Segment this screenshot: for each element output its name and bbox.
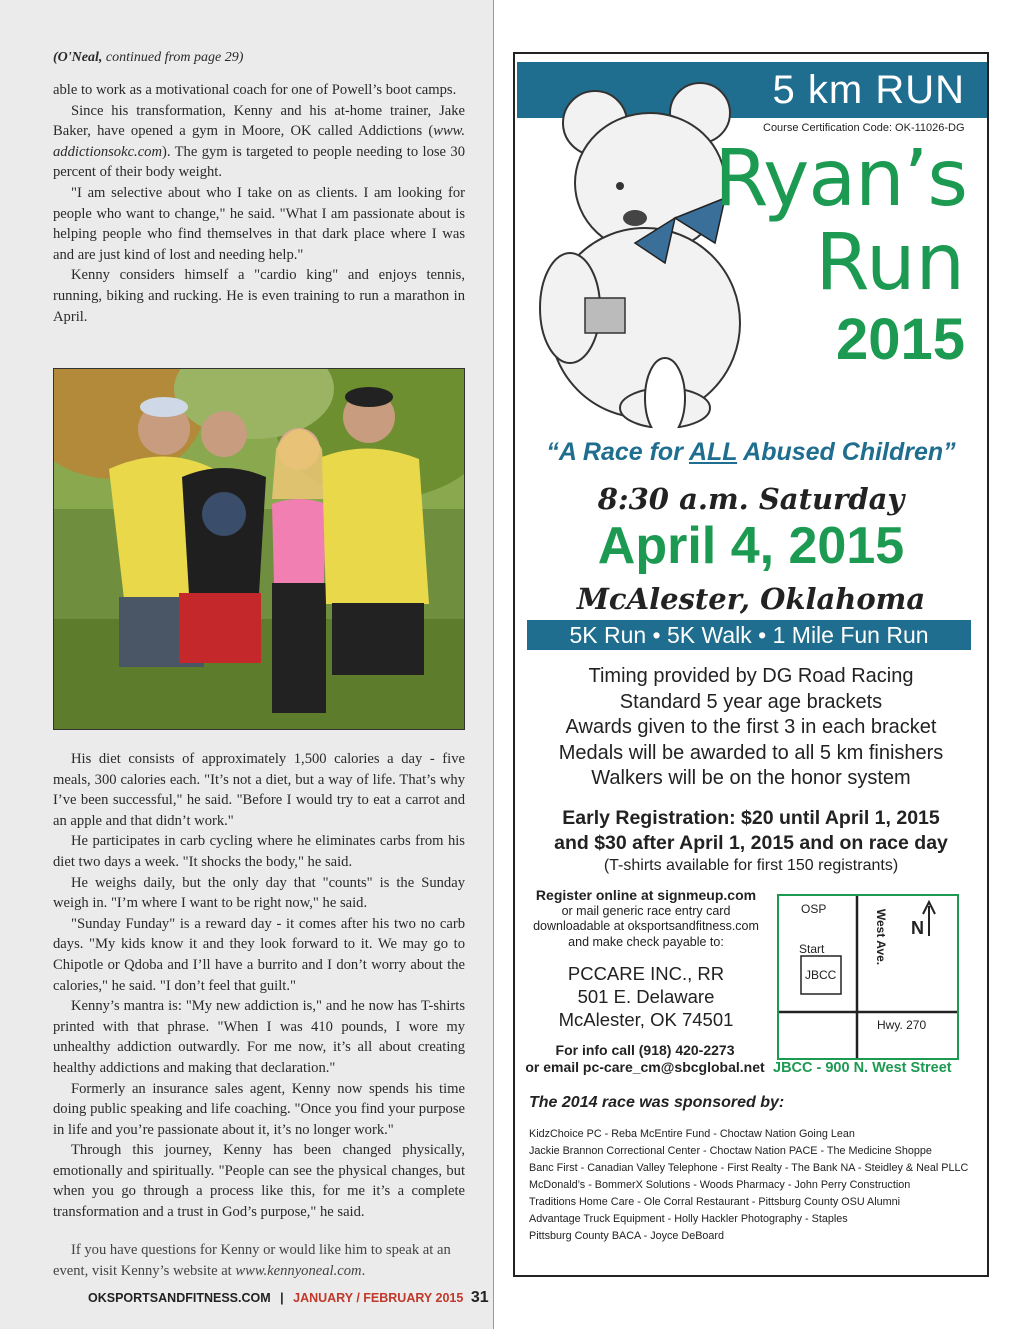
location-map [777,894,959,1060]
gym-website-link[interactable]: www. addictionsokc.com [53,123,465,160]
race-info [515,664,987,792]
contact-phone: For info call (918) 420-2273 [555,1042,735,1058]
continuation-note: (O'Neal, continued from page 29) [53,50,244,65]
page-footer [88,1289,489,1307]
fee-line: and $30 after April 1, 2015 and on race day [554,832,948,854]
article-paragraph: Since his transformation, Kenny and his at-home trainer, Jake Baker, have opened a gym in Moore, OK called Addictions (www. addictionsokc.com). The gym is targeted to people needing to lose 30 percent of their body weight. [53,102,465,181]
race-city: McAlester, Oklahoma [576,582,926,616]
map-hwy-label: Hwy. 270 [877,1018,927,1032]
article-paragraph: Through this journey, Kenny has been changed physically, emotionally and spiritually. "People can see the physical changes, but when you go through a process like this, for me it’s a complete transformation and a trust in God’s purpose," he said. [53,1142,465,1221]
article-text-bottom [53,749,465,1223]
sponsor-line: Traditions Home Care - Ole Corral Restaurant - Pittsburg County OSU Alumni [529,1196,901,1208]
article-paragraph: Formerly an insurance sales agent, Kenny now spends his time doing public speaking and life coaching. "Once you find your purpose in life and you’re passionate about it, it’s no longer work." [53,1080,465,1138]
race-title-line2: Run [815,218,965,308]
article-paragraph: He weighs daily, but the only day that "counts" is the Sunday weigh in. "I’m where I want to be right now," he said. [53,874,465,912]
fee-note: (T-shirts available for first 150 registrants) [603,857,899,874]
registration-info: Register online at signmeup.com or mail generic race entry card downloadable at oksportsandfitness.com and make check payable to: [521,888,771,950]
info-line: Timing provided by DG Road Racing [588,665,914,687]
contact-info [525,1042,765,1076]
footer-issue: JANUARY / FEBRUARY 2015 [293,1291,464,1305]
article-paragraph: "Sunday Funday" is a reward day - it comes after his two no carb days. "My kids know it and they look forward to it. We may go to Chipotle or Qdoba and I’ll have a burrito and I don’t worry about the calories," he said. "I don’t feel that guilt." [53,915,465,994]
sponsor-line: KidzChoice PC - Reba McEntire Fund - Choctaw Nation Going Lean [529,1128,855,1140]
fee-line: Early Registration: $20 until April 1, 2015 [562,807,940,829]
map-west-ave-label: West Ave. [874,908,889,966]
race-events: 5K Run • 5K Walk • 1 Mile Fun Run [527,620,971,650]
sponsor-line: McDonald’s - BommerX Solutions - Woods Pharmacy - John Perry Construction [529,1179,911,1191]
article-paragraph: His diet consists of approximately 1,500 calories a day - five meals, 300 calories each. "It’s not a diet, but a way of life. That’s why I’ve been successful," he said. "Before I would try to eat a carrot and an apple and that didn’t work." [53,751,465,829]
map-jbcc-label: JBCC [805,968,837,982]
race-title-line1: Ryan’s [714,134,967,224]
race-time: 8:30 a.m. Saturday [597,482,905,516]
footer-separator: | [280,1291,284,1305]
sponsor-list [529,1126,979,1245]
race-tagline: “A Race for ALL Abused Children” [546,438,956,466]
map-start-label: Start [799,942,825,956]
sponsor-heading: The 2014 race was sponsored by: [529,1094,785,1111]
kenny-website-link[interactable]: www.kennyoneal.com [235,1263,362,1279]
mailing-address: PCCARE INC., RR 501 E. Delaware McAlester, OK 74501 [558,963,734,1030]
race-year: 2015 [835,307,965,372]
sponsor-line: Jackie Brannon Correctional Center - Choctaw Nation PACE - The Medicine Shoppe [529,1145,932,1157]
register-online-link[interactable]: Register online at signmeup.com [535,887,757,903]
info-line: Walkers will be on the honor system [591,767,911,789]
sponsor-line: Banc First - Canadian Valley Telephone - First Realty - The Bank NA - Steidley & Neal PLLC [529,1162,969,1174]
race-date: April 4, 2015 [597,517,905,575]
article-paragraph: able to work as a motivational coach for one of Powell’s boot camps. [53,82,457,98]
north-icon: N [911,918,924,938]
article-photo [53,368,465,730]
article-text-top [53,80,465,327]
banner-title: 5 km RUN [772,68,965,112]
info-line: Standard 5 year age brackets [619,690,883,713]
footer-site: OKSPORTSANDFITNESS.COM [88,1291,271,1305]
closing-note: If you have questions for Kenny or would like him to speak at an event, visit Kenny’s website at www.kennyoneal.com. [53,1242,451,1279]
map-osp-label: OSP [801,902,827,916]
group-photo-illustration [54,369,465,730]
course-certification: Course Certification Code: OK-11026-DG [763,122,965,134]
map-caption: JBCC - 900 N. West Street [773,1060,952,1076]
article-paragraph: He participates in carb cycling where he eliminates carbs from his diet two days a week. "It shocks the body," he said. [53,833,465,870]
sponsor-line: Advantage Truck Equipment - Holly Hackler Photography - Staples [529,1213,848,1225]
teddy-bear-icon [525,68,775,428]
article-paragraph: Kenny’s mantra is: "My new addiction is," and he now has T-shirts printed with that phrase. "When I was 410 pounds, I wore my unhealthy addiction outwardly. For me now, it’s all about creating healthy addictions and making that declaration." [53,998,465,1076]
info-line: Awards given to the first 3 in each bracket [565,716,937,738]
sponsor-line: Pittsburg County BACA - Joyce DeBoard [529,1230,725,1242]
contact-email[interactable]: or email pc-care_cm@sbcglobal.net [525,1059,765,1075]
article-column [0,0,494,1329]
article-paragraph: "I am selective about who I take on as clients. I am looking for people who want to change," he said. "What I am passionate about is helping people who find themselves in that dark place where I was and are just kind of lost and needing help." [53,184,465,263]
page-number: 31 [470,1289,489,1306]
article-paragraph: Kenny considers himself a "cardio king" and enjoys tennis, running, biking and rucking. He is even training to run a marathon in April. [53,267,465,325]
race-advertisement [513,52,989,1277]
registration-fees [515,806,987,876]
info-line: Medals will be awarded to all 5 km finishers [558,741,944,764]
